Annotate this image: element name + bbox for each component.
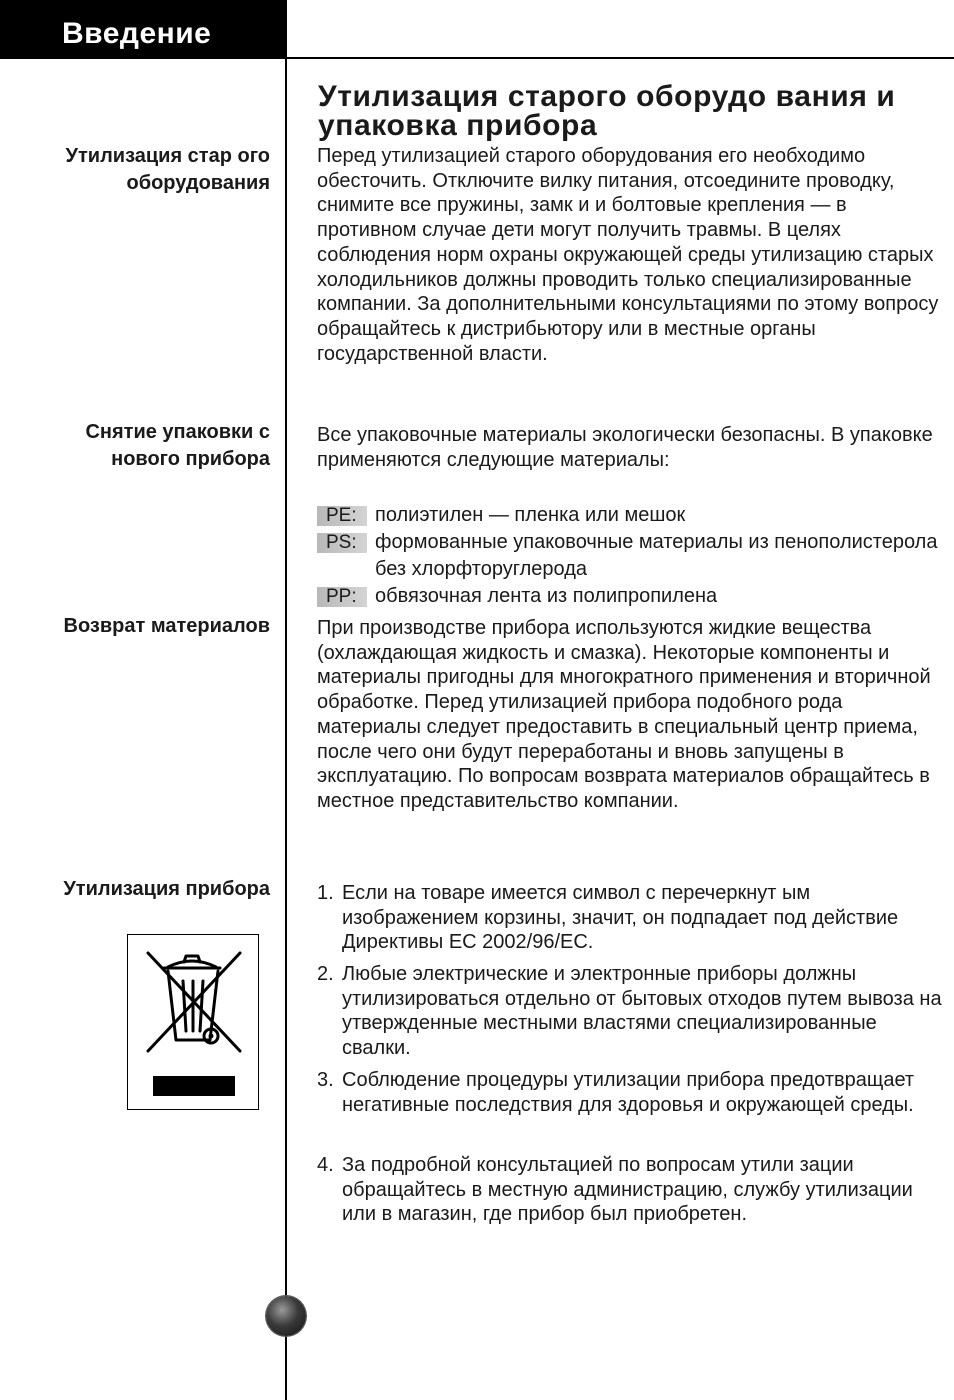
material-desc: формованные упаковочные материалы из пенополистерола без хлорфторуглерода bbox=[375, 531, 938, 580]
text-unpacking: Все упаковочные материалы экологически безопасны. В упаковке применяются следующие материалы: bbox=[317, 424, 933, 471]
text-returns: При производстве прибора используются жидкие вещества (охлаждающая жидкость и смазка). Некоторые компоненты и материалы пригодны для многократного применения и вторичной обработке. Перед утилизацией прибора подобного рода материалы следует предоставить в специальный центр приема, после чего они будут переработаны и вновь запущены в эксплуатацию. По вопросам возврата материалов обращайтесь в местное представительство компании. bbox=[317, 617, 931, 812]
heading-unpacking: Снятие упаковки с нового прибора bbox=[85, 421, 270, 470]
list-number: 2. bbox=[317, 963, 334, 985]
material-item bbox=[317, 502, 942, 529]
top-rule bbox=[287, 57, 954, 59]
list-number: 3. bbox=[317, 1069, 334, 1091]
list-number: 1. bbox=[317, 882, 334, 904]
material-code: PS: bbox=[317, 533, 367, 553]
list-text: Если на товаре имеется символ с перечеркнут ым изображением корзины, значит, он подпадает под действие Директивы ЕС 2002/96/ЕС. bbox=[342, 882, 899, 954]
list-text: Любые электрические и электронные приборы должны утилизироваться отдельно от бытовых отходов путем вывоза на утвержденные местными властями специализированные свалки. bbox=[342, 963, 942, 1060]
material-desc: полиэтилен — пленка или мешок bbox=[375, 504, 686, 526]
material-code: PP: bbox=[317, 587, 367, 607]
text-disposal-old: Перед утилизацией старого оборудования его необходимо обесточить. Отключите вилку питания, отсоедините проводку, снимите все пружины, замк и и болтовые крепления — в противном случае дети могут получить травмы. В целях соблюдения норм охраны окружающей среды утилизацию старых холодильников должны проводить только специализированные компании. За дополнительными консультациями по этому вопросу обращайтесь к дистрибьютору или в местные органы государственной власти. bbox=[317, 145, 939, 365]
list-item bbox=[317, 1153, 942, 1227]
material-item bbox=[317, 583, 942, 610]
heading-appliance-disposal: Утилизация прибора bbox=[63, 878, 270, 900]
heading-disposal-old: Утилизация стар ого оборудования bbox=[65, 145, 270, 194]
section-title: Введение bbox=[62, 17, 212, 50]
weee-symbol bbox=[127, 934, 259, 1110]
page-marker bbox=[266, 1296, 306, 1336]
page-title: Утилизация старого оборудо вания и упаковка прибора bbox=[318, 80, 896, 142]
list-item bbox=[317, 1068, 942, 1117]
column-divider bbox=[285, 0, 287, 1400]
material-item bbox=[317, 529, 942, 583]
crossed-out-wheelie-bin-icon bbox=[128, 935, 258, 1109]
list-text: За подробной консультацией по вопросам утили зации обращайтесь в местную администрацию, службу утилизации или в магазин, где прибор был приобретен. bbox=[342, 1154, 913, 1226]
list-text: Соблюдение процедуры утилизации прибора предотвращает негативные последствия для здоровья и окружающей среды. bbox=[342, 1069, 915, 1116]
list-number: 4. bbox=[317, 1154, 334, 1176]
list-item bbox=[317, 881, 942, 955]
material-desc: обвязочная лента из полипропилена bbox=[375, 585, 718, 607]
material-code: PE: bbox=[317, 506, 367, 526]
heading-returns: Возврат материалов bbox=[63, 615, 270, 637]
materials-list bbox=[317, 502, 942, 610]
list-item bbox=[317, 962, 942, 1061]
